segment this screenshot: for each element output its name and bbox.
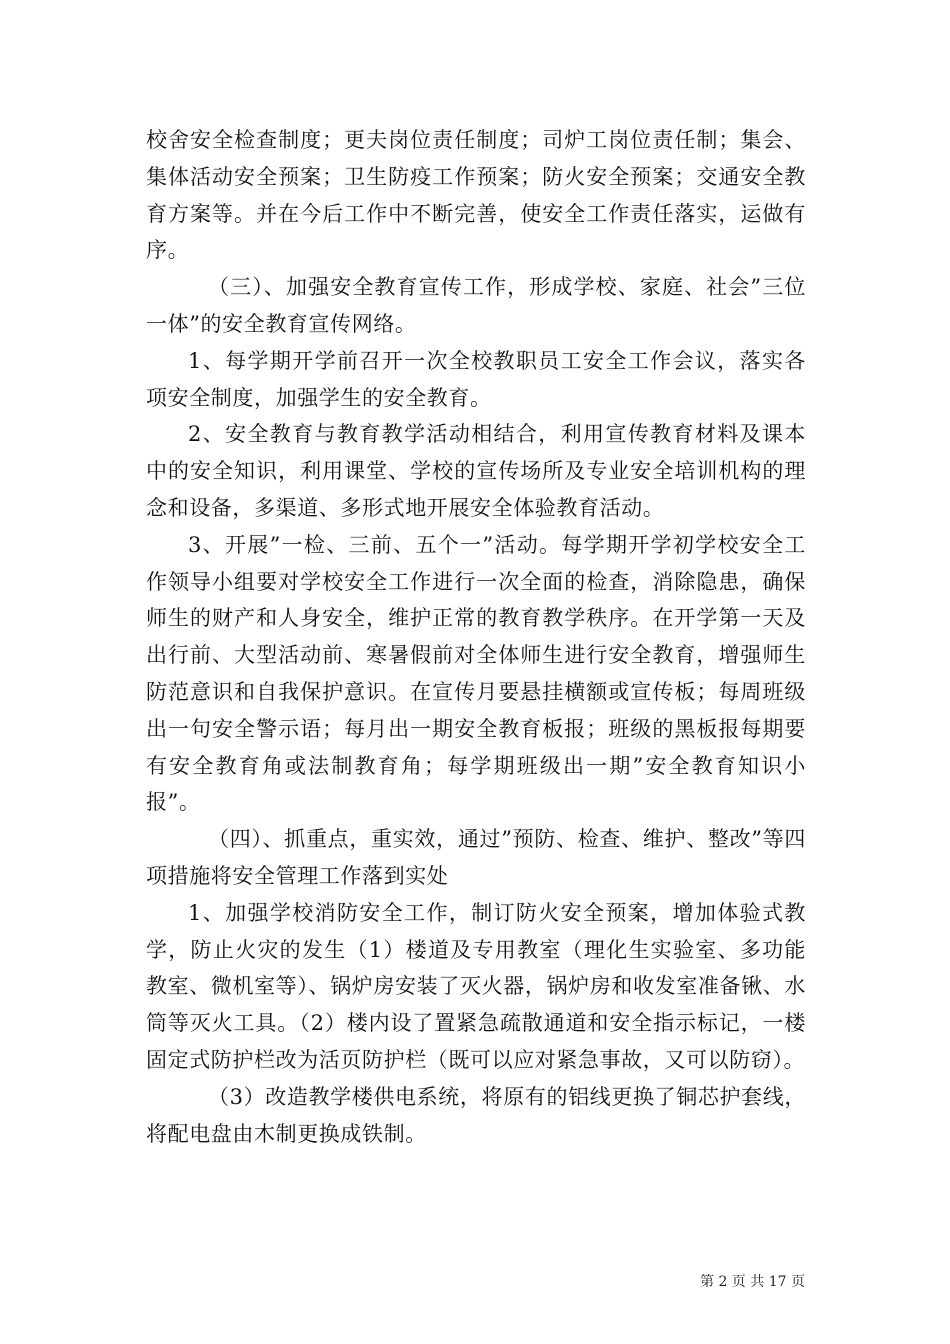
- list-item-1: 1、每学期开学前召开一次全校教职员工安全工作会议，落实各项安全制度，加强学生的安全教育。: [146, 348, 806, 410]
- page-number-footer: 第 2 页 共 17 页: [700, 1274, 805, 1290]
- list-item-fire-safety: 1、加强学校消防安全工作，制订防火安全预案，增加体验式教学，防止火灾的发生（1）楼道及专用教室（理化生实验室、多功能教室、微机室等）、锅炉房安装了灭火器，锅炉房和收发室准备锹、水筒等灭火工具。（2）楼内设了置紧急疏散通道和安全指示标记，一楼固定式防护栏改为活页防护栏（既可以应对紧急事故，又可以防窃）。: [146, 900, 806, 1072]
- list-item-power-system: （3）改造教学楼供电系统，将原有的铝线更换了铜芯护套线，将配电盘由木制更换成铁制。: [146, 1084, 806, 1146]
- section-heading-three: （三）、加强安全教育宣传工作，形成学校、家庭、社会”三位一体”的安全教育宣传网络。: [146, 275, 806, 336]
- paragraph-continuation: 校舍安全检查制度；更夫岗位责任制度；司炉工岗位责任制；集会、集体活动安全预案；卫生防疫工作预案；防火安全预案；交通安全教育方案等。并在今后工作中不断完善，使安全工作责任落实，运做有序。: [146, 128, 806, 263]
- list-item-2: 2、安全教育与教育教学活动相结合，利用宣传教育材料及课本中的安全知识，利用课堂、学校的宣传场所及专业安全培训机构的理念和设备，多渠道、多形式地开展安全体验教育活动。: [146, 422, 806, 520]
- list-item-3: 3、开展”一检、三前、五个一”活动。每学期开学初学校安全工作领导小组要对学校安全工作进行一次全面的检查，消除隐患，确保师生的财产和人身安全，维护正常的教育教学秩序。在开学第一天及出行前、大型活动前、寒暑假前对全体师生进行安全教育，增强师生防范意识和自我保护意识。在宣传月要悬挂横额或宣传板；每周班级出一句安全警示语；每月出一期安全教育板报；班级的黑板报每期要有安全教育角或法制教育角；每学期班级出一期”安全教育知识小报”。: [146, 532, 806, 815]
- document-body: [146, 122, 806, 1152]
- section-heading-four: （四）、抓重点，重实效，通过”预防、检查、维护、整改”等四项措施将安全管理工作落到实处: [146, 827, 806, 888]
